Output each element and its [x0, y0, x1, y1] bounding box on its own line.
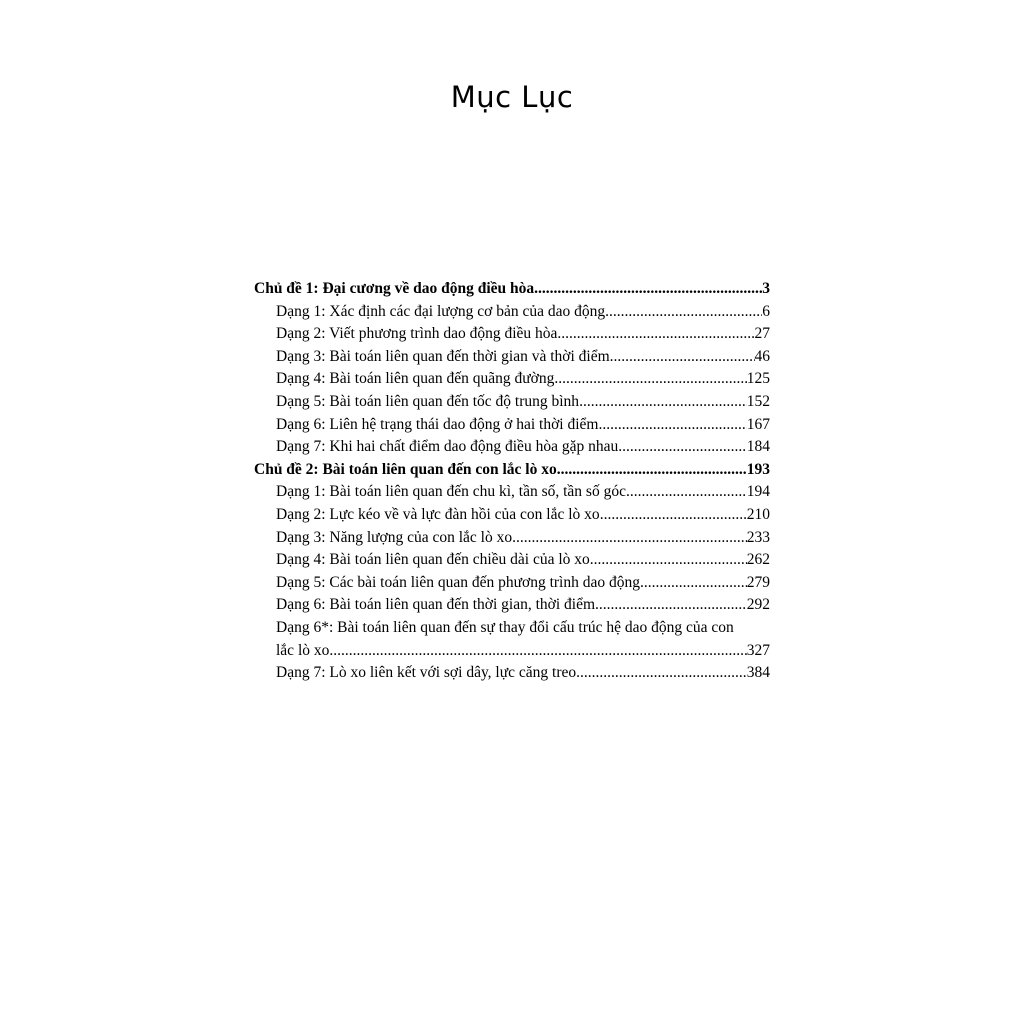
- toc-dot-leader: [554, 368, 746, 391]
- toc-entry-label: Dạng 4: Bài toán liên quan đến quãng đường: [276, 370, 555, 388]
- toc-entry-label: Dạng 5: Bài toán liên quan đến tốc độ trung bình: [276, 392, 580, 410]
- toc-entry-label: Dạng 2: Lực kéo về và lực đàn hồi của con lắc lò xo: [276, 505, 600, 523]
- toc-entry-label-continued: lắc lò xo: [276, 641, 330, 659]
- toc-page-number: 152: [746, 392, 770, 410]
- toc-page-number: 279: [746, 573, 770, 591]
- toc-entry-ch2-dang6star-line1[interactable]: [254, 617, 770, 640]
- toc-dot-leader: [610, 346, 755, 369]
- toc-page-number: 3: [762, 280, 770, 297]
- toc-entry-ch1-dang6[interactable]: [254, 414, 770, 437]
- toc-entry-label: Dạng 3: Bài toán liên quan đến thời gian và thời điểm: [276, 347, 610, 365]
- toc-entry-label: Dạng 6*: Bài toán liên quan đến sự thay đổi cấu trúc hệ dao động của con: [276, 618, 734, 636]
- toc-page-number: 167: [746, 415, 770, 433]
- toc-page-number: 6: [762, 302, 770, 320]
- toc-entry-ch2-dang7[interactable]: [254, 662, 770, 685]
- toc-dot-leader: [595, 594, 747, 617]
- toc-entry-label: Dạng 1: Xác định các đại lượng cơ bản của dao động: [276, 302, 606, 320]
- toc-entry-label: Dạng 6: Bài toán liên quan đến thời gian, thời điểm: [276, 596, 596, 614]
- toc-entry-label: Chủ đề 2: Bài toán liên quan đến con lắc lò xo: [254, 460, 557, 478]
- toc-dot-leader: [534, 278, 762, 301]
- toc-page-number: 194: [746, 483, 770, 501]
- toc-entry-ch2-dang6[interactable]: [254, 594, 770, 617]
- toc-dot-leader: [557, 459, 747, 482]
- toc-page-number: 46: [754, 347, 770, 365]
- toc-entry-label: Dạng 3: Năng lượng của con lắc lò xo: [276, 528, 513, 546]
- toc-dot-leader: [618, 436, 747, 459]
- toc-entry-label: Dạng 5: Các bài toán liên quan đến phương trình dao động: [276, 573, 640, 591]
- toc-entry-ch1-dang2[interactable]: [254, 323, 770, 346]
- toc-page-number: 210: [746, 505, 770, 523]
- toc-dot-leader: [329, 640, 746, 663]
- toc-chapter-1[interactable]: [254, 278, 770, 301]
- toc-dot-leader: [640, 572, 747, 595]
- toc-entry-label: Dạng 6: Liên hệ trạng thái dao động ở hai thời điểm: [276, 415, 599, 433]
- toc-entry-ch2-dang5[interactable]: [254, 572, 770, 595]
- toc-chapter-2[interactable]: [254, 459, 770, 482]
- toc-dot-leader: [600, 504, 747, 527]
- toc-entry-label: Chủ đề 1: Đại cương về dao động điều hòa: [254, 280, 535, 297]
- toc-page-number: 327: [746, 641, 770, 659]
- toc-page-number: 292: [746, 596, 770, 614]
- toc-dot-leader: [512, 527, 747, 550]
- toc-entry-label: Dạng 1: Bài toán liên quan đến chu kì, tần số, tần số góc: [276, 483, 626, 501]
- toc-dot-leader: [605, 301, 762, 324]
- toc-page-number: 193: [746, 460, 770, 478]
- toc-entry-ch2-dang3[interactable]: [254, 527, 770, 550]
- toc-entry-ch1-dang3[interactable]: [254, 346, 770, 369]
- toc-entry-label: Dạng 7: Khi hai chất điểm dao động điều hòa gặp nhau: [276, 438, 619, 456]
- page-title: Mục Lục: [450, 80, 574, 114]
- table-of-contents: [254, 278, 770, 685]
- toc-entry-label: Dạng 4: Bài toán liên quan đến chiều dài của lò xo: [276, 551, 590, 569]
- toc-page-number: 262: [746, 551, 770, 569]
- toc-entry-ch1-dang5[interactable]: [254, 391, 770, 414]
- toc-dot-leader: [590, 549, 747, 572]
- toc-entry-ch1-dang1[interactable]: [254, 301, 770, 324]
- toc-page-number: 184: [746, 438, 770, 456]
- toc-entry-label: Dạng 2: Viết phương trình dao động điều hòa: [276, 325, 558, 343]
- toc-entry-ch1-dang7[interactable]: [254, 436, 770, 459]
- toc-entry-ch2-dang2[interactable]: [254, 504, 770, 527]
- toc-dot-leader: [598, 414, 746, 437]
- toc-dot-leader: [626, 481, 747, 504]
- toc-entry-ch2-dang6star-line2[interactable]: [254, 640, 770, 663]
- toc-page-number: 27: [754, 325, 770, 343]
- toc-entry-ch1-dang4[interactable]: [254, 368, 770, 391]
- toc-dot-leader: [576, 662, 747, 685]
- toc-dot-leader: [579, 391, 747, 414]
- toc-page-number: 125: [746, 370, 770, 388]
- toc-entry-ch2-dang1[interactable]: [254, 481, 770, 504]
- toc-dot-leader: [557, 323, 754, 346]
- toc-page-number: 384: [746, 664, 770, 682]
- toc-entry-label: Dạng 7: Lò xo liên kết với sợi dây, lực căng treo: [276, 664, 577, 682]
- toc-entry-ch2-dang4[interactable]: [254, 549, 770, 572]
- toc-page-number: 233: [746, 528, 770, 546]
